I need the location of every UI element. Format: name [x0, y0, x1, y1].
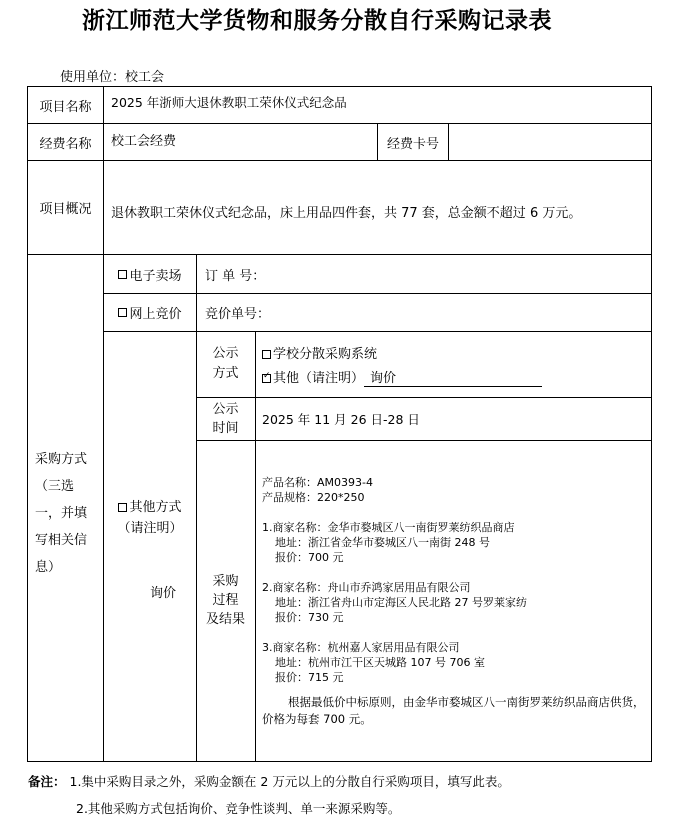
method-other-label: 其他方式: [129, 500, 182, 515]
vendor-price: 报价：730 元: [275, 611, 344, 624]
announce-method-label-line: 方式: [212, 366, 239, 381]
fund-name-label: 经费名称: [39, 136, 92, 152]
method-label: [35, 446, 101, 581]
vendor-name: 2.商家名称：舟山市乔鸿家居用品有限公司: [262, 581, 471, 594]
project-name-value[interactable]: 2025 年浙师大退休教职工荣休仪式纪念品: [111, 95, 347, 110]
checked-checkbox-icon[interactable]: [262, 374, 271, 383]
method-label-line: 采购方式: [35, 452, 88, 467]
announce-option-other-value[interactable]: 询价: [364, 372, 542, 387]
announce-time-label-line: 公示: [212, 402, 239, 417]
announce-time-label: [196, 400, 255, 438]
method-label-line: 一，并填: [35, 506, 88, 521]
checkbox-icon[interactable]: [118, 503, 127, 512]
fund-card-value[interactable]: [452, 124, 647, 160]
method-e-mall-option[interactable]: [104, 255, 196, 293]
product-spec: 产品规格：220*250: [262, 491, 365, 504]
using-unit-label: 使用单位：: [60, 70, 126, 85]
announce-time-label-line: 时间: [212, 421, 239, 436]
process-label-line: 及结果: [205, 612, 245, 627]
checkbox-icon[interactable]: [118, 308, 127, 317]
method-label-line: 息）: [35, 560, 62, 575]
note-item: 1.集中采购目录之外，采购金额在 2 万元以上的分散自行采购项目，填写此表。: [69, 774, 510, 789]
vendor-3: [262, 640, 646, 685]
table-divider: [103, 86, 104, 762]
method-label-line: 写相关信: [35, 533, 88, 548]
method-label-line: （三选: [35, 479, 75, 494]
announce-option-system[interactable]: [262, 343, 377, 362]
method-online-bid-option[interactable]: [104, 294, 196, 331]
project-name-label: 项目名称: [39, 99, 92, 115]
vendor-address: 地址：浙江省金华市婺城区八一南街 248 号: [275, 536, 490, 549]
using-unit-value: 校工会: [125, 70, 165, 85]
announce-method-label-line: 公示: [212, 346, 239, 361]
announce-option-system-label: 学校分散采购系统: [273, 347, 378, 362]
table-divider: [255, 331, 256, 762]
bid-number-label[interactable]: 竞价单号：: [205, 307, 271, 322]
fund-card-label: 经费卡号: [386, 136, 439, 152]
process-label: [196, 572, 255, 629]
notes: [28, 768, 510, 822]
vendor-price: 报价：700 元: [275, 551, 344, 564]
overview-label: 项目概况: [39, 202, 92, 217]
announce-option-other-label: 其他（请注明）: [273, 371, 365, 386]
method-online-bid-label: 网上竞价: [129, 307, 182, 322]
announce-option-other[interactable]: [262, 367, 542, 387]
table-border: [27, 761, 652, 762]
form-title: 浙江师范大学货物和服务分散自行采购记录表: [82, 7, 552, 34]
vendor-price: 报价：715 元: [275, 671, 344, 684]
fund-name-value[interactable]: 校工会经费: [111, 133, 177, 149]
vendor-2: [262, 580, 646, 625]
method-e-mall-label: 电子卖场: [129, 268, 182, 284]
method-other-option[interactable]: [104, 497, 196, 539]
table-divider: [196, 440, 652, 441]
process-label-line: 采购: [212, 574, 239, 589]
method-other-sub-label: （请注明）: [117, 521, 183, 536]
order-number-label[interactable]: 订 单 号：: [205, 268, 266, 284]
vendor-name: 3.商家名称：杭州嘉人家居用品有限公司: [262, 641, 460, 654]
process-label-line: 过程: [212, 593, 239, 608]
table-divider: [103, 331, 652, 332]
checkbox-icon[interactable]: [262, 350, 271, 359]
method-other-value[interactable]: 询价: [150, 586, 177, 601]
vendor-name: 1.商家名称：金华市婺城区八一南街罗莱纺织品商店: [262, 521, 515, 534]
table-divider: [448, 123, 449, 161]
notes-label: 备注：: [28, 774, 66, 789]
table-divider: [196, 254, 197, 762]
table-border: [651, 86, 652, 762]
announce-time-value[interactable]: 2025 年 11 月 26 日-28 日: [262, 412, 420, 427]
procurement-conclusion: 根据最低价中标原则，由金华市婺城区八一南街罗莱纺织品商店供货，价格为每套 700 元。: [262, 695, 645, 726]
using-unit: [60, 66, 164, 85]
overview-value[interactable]: 退休教职工荣休仪式纪念品，床上用品四件套，共 77 套，总金额不超过 6 万元。: [111, 205, 582, 221]
vendor-1: [262, 520, 646, 565]
vendor-address: 地址：浙江省舟山市定海区人民北路 27 号罗莱家纺: [275, 596, 527, 609]
checkbox-icon[interactable]: [118, 270, 127, 279]
process-content: [262, 475, 646, 728]
vendor-address: 地址：杭州市江干区天城路 107 号 706 室: [275, 656, 485, 669]
product-name: 产品名称：AM0393-4: [262, 476, 373, 489]
note-item: 2.其他采购方式包括询价、竞争性谈判、单一来源采购等。: [76, 801, 401, 816]
announce-method-label: [196, 344, 255, 384]
